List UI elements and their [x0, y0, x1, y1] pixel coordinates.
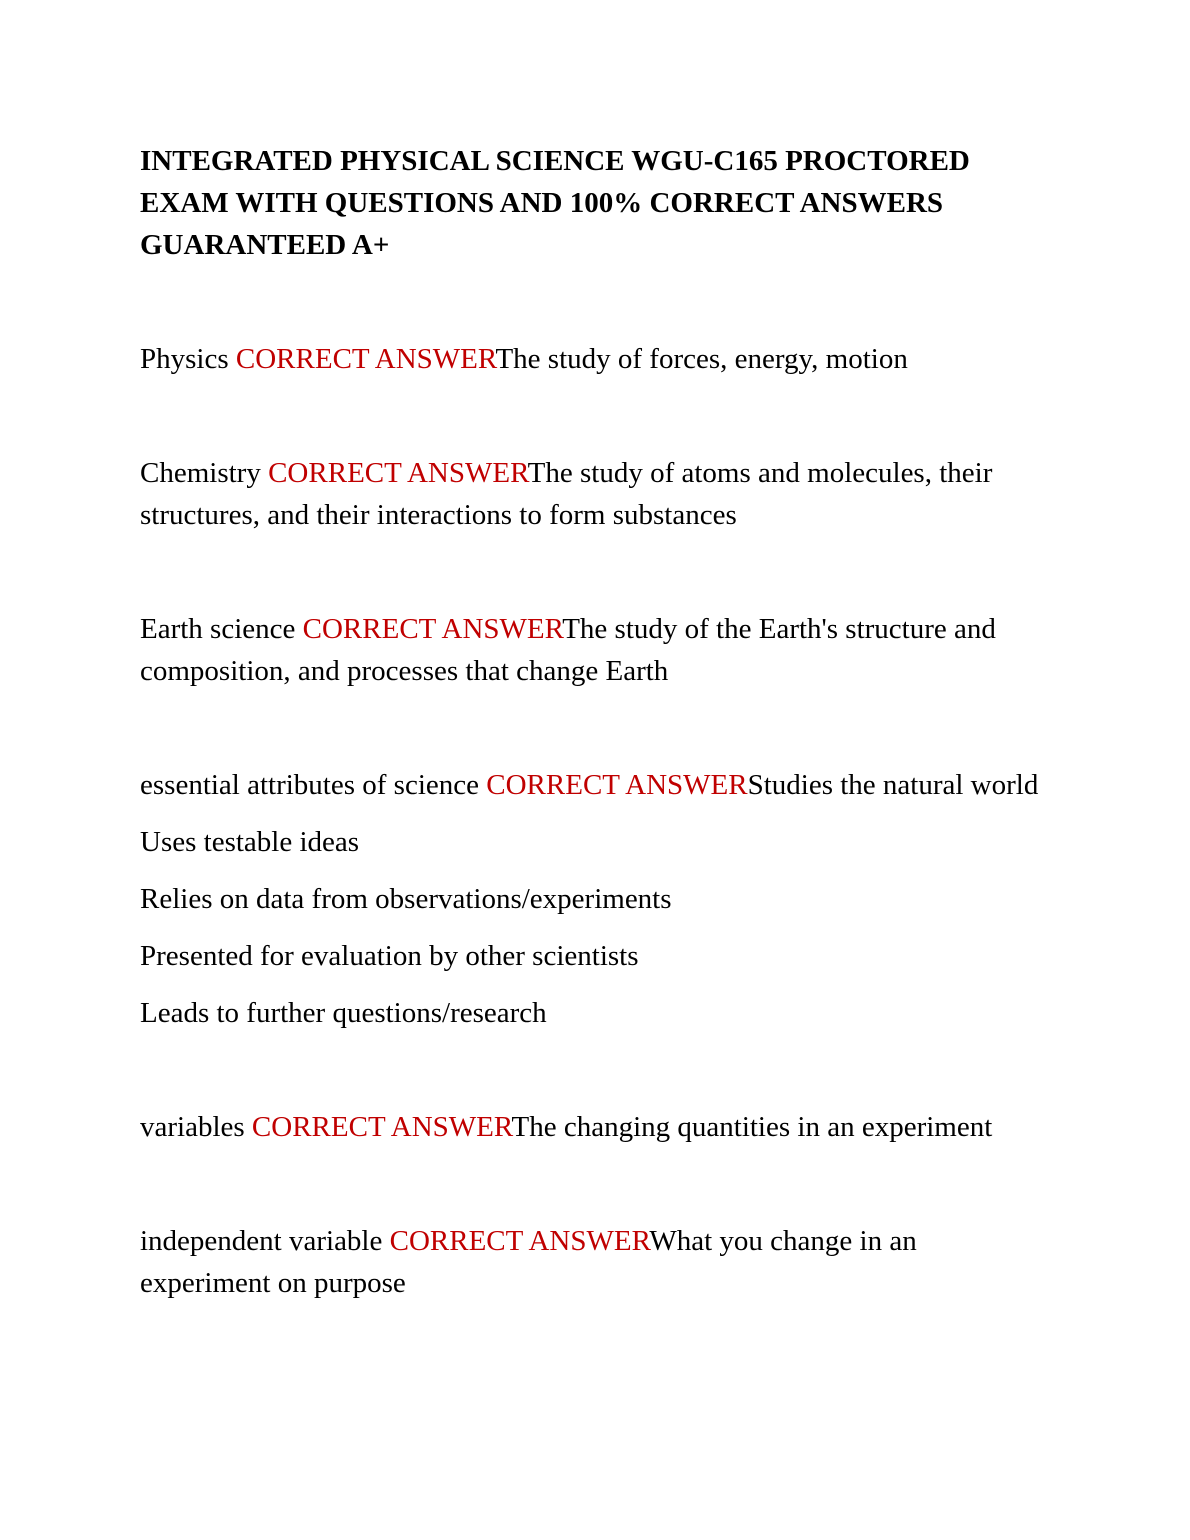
entry-term: Physics	[140, 343, 236, 375]
entry-definition: Studies the natural world	[747, 769, 1039, 801]
entry-term: independent variable	[140, 1225, 390, 1257]
qa-entry	[140, 1106, 1040, 1148]
entry-extra-line: Relies on data from observations/experiments	[140, 883, 672, 915]
qa-entry	[140, 1220, 1040, 1304]
qa-entry	[140, 452, 1040, 536]
entry-term: essential attributes of science	[140, 769, 487, 801]
correct-answer-marker: CORRECT ANSWER	[235, 343, 496, 375]
entry-term: Chemistry	[140, 457, 269, 489]
entry-definition: What you change in an experiment on purpose	[140, 1225, 917, 1299]
entry-definition: The study of the Earth's structure and composition, and processes that change Earth	[140, 613, 996, 687]
qa-entry	[140, 764, 1040, 1034]
qa-entry	[140, 338, 1040, 380]
correct-answer-marker: CORRECT ANSWER	[251, 1111, 512, 1143]
entry-definition: The study of forces, energy, motion	[495, 343, 908, 375]
correct-answer-marker: CORRECT ANSWER	[486, 769, 748, 801]
entry-extra-line: Uses testable ideas	[140, 826, 360, 858]
entry-definition: The changing quantities in an experiment	[511, 1111, 993, 1143]
page-content	[140, 140, 1040, 1376]
correct-answer-marker: CORRECT ANSWER	[268, 457, 528, 489]
qa-list	[140, 338, 1040, 1304]
entry-term: Earth science	[140, 613, 303, 645]
document-title: INTEGRATED PHYSICAL SCIENCE WGU-C165 PROCTORED EXAM WITH QUESTIONS AND 100% CORRECT ANSWERS GUARANTEED A+	[140, 145, 970, 261]
correct-answer-marker: CORRECT ANSWER	[302, 613, 563, 645]
qa-entry	[140, 608, 1040, 692]
entry-extra-line: Presented for evaluation by other scientists	[140, 940, 639, 972]
entry-term: variables	[140, 1111, 252, 1143]
entry-extra-line: Leads to further questions/research	[140, 997, 547, 1029]
correct-answer-marker: CORRECT ANSWER	[389, 1225, 650, 1257]
entry-definition: The study of atoms and molecules, their structures, and their interactions to form substances	[140, 457, 993, 531]
